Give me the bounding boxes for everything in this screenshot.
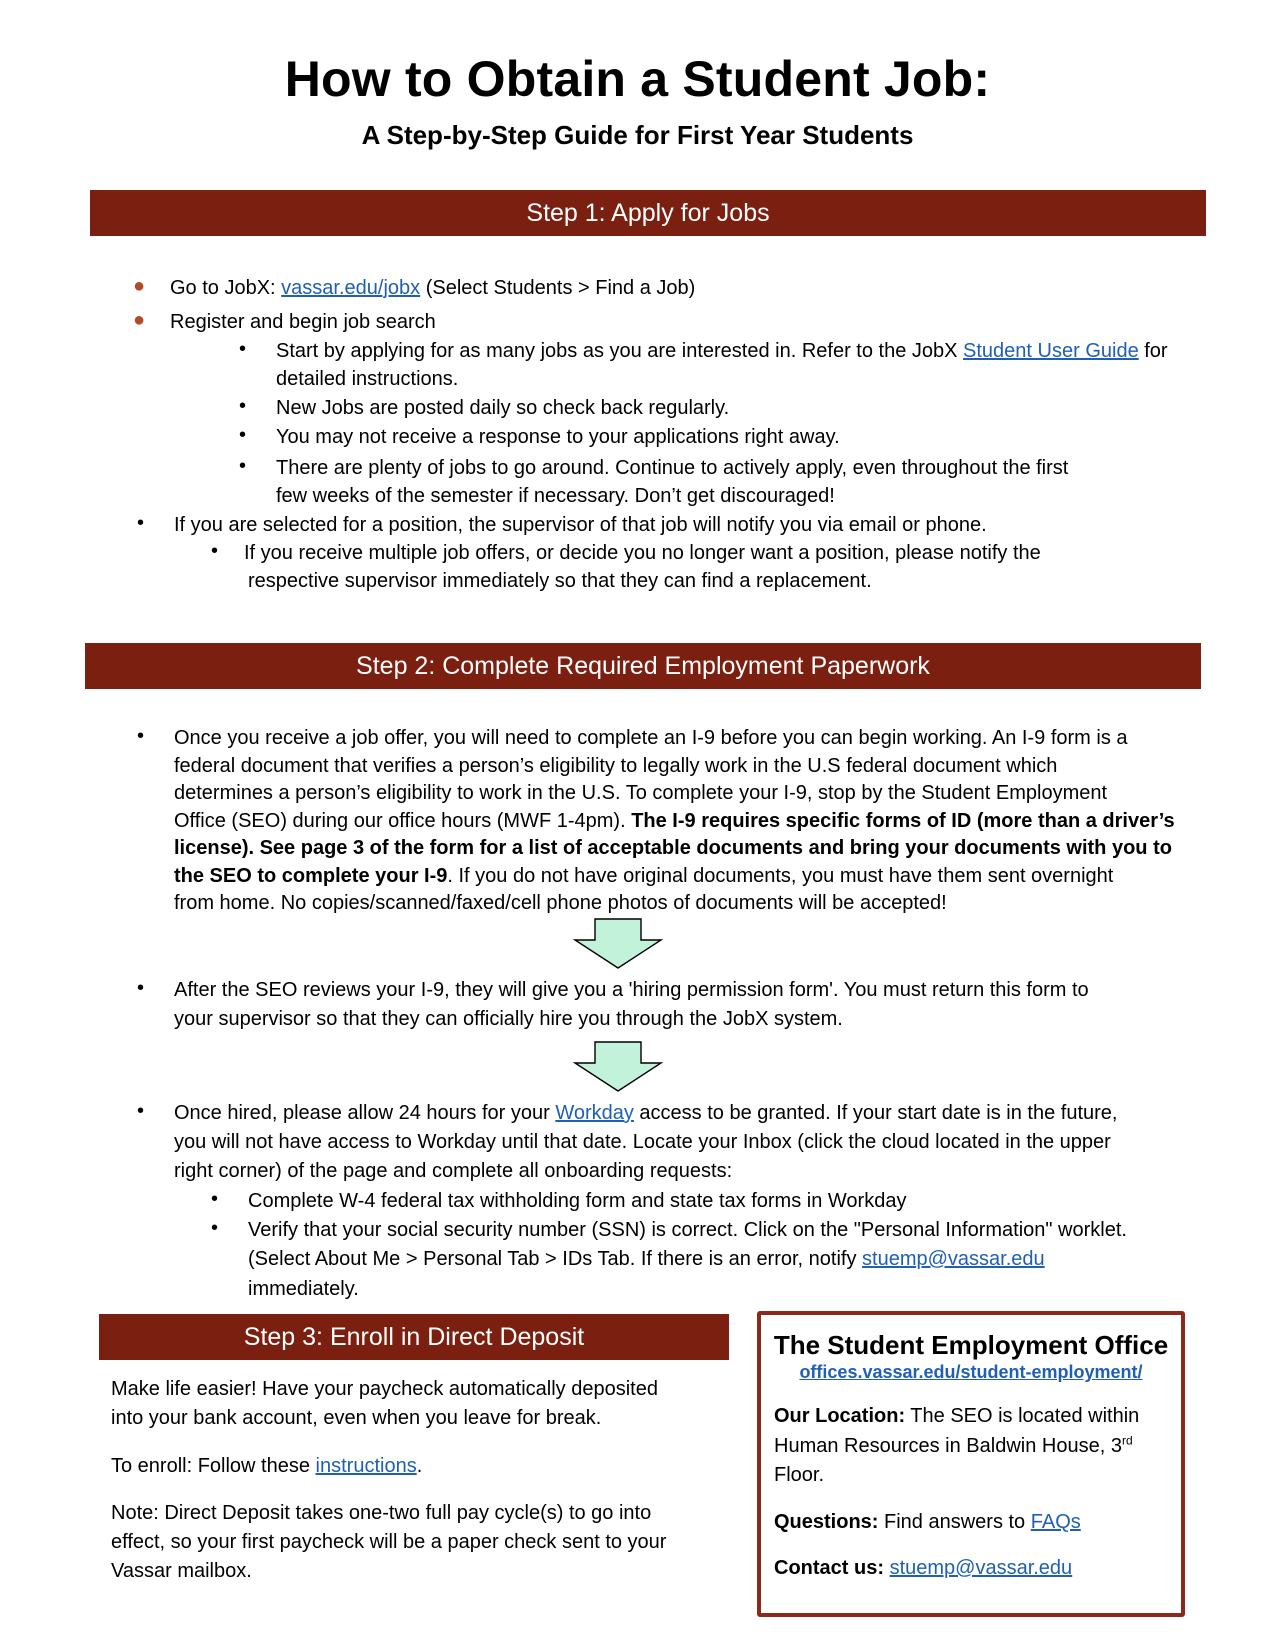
faqs-link[interactable]: FAQs [1030, 1511, 1081, 1533]
step2-w4-item: Complete W-4 federal tax withholding form and state tax forms in Workday [248, 1190, 907, 1212]
step2-p3-line3: right corner) of the page and complete all onboarding requests: [174, 1160, 733, 1182]
seo-location-line1: Our Location: The SEO is located within [774, 1405, 1140, 1427]
bullet-icon: • [239, 424, 247, 446]
step2-p3-line2: you will not have access to Workday until that date. Locate your Inbox (click the cloud located in the upper [174, 1131, 1111, 1153]
down-arrow-icon [573, 1041, 663, 1093]
jobx-link[interactable]: vassar.edu/jobx [281, 277, 421, 299]
step3-p1-line1: Make life easier! Have your paycheck automatically deposited [111, 1378, 658, 1400]
step1-heading: Step 1: Apply for Jobs [526, 199, 770, 227]
page-title: How to Obtain a Student Job: [284, 51, 991, 107]
seo-contact-line: Contact us: stuemp@vassar.edu [774, 1557, 1073, 1579]
step2-ssn-line3: immediately. [248, 1278, 359, 1300]
bullet-icon: ● [133, 275, 146, 297]
seo-questions-line: Questions: Find answers to FAQs [774, 1511, 1081, 1533]
step2-p1-line2: federal document that verifies a person’s eligibility to legally work in the U.S federal document which [174, 755, 1058, 777]
bullet-icon: ● [133, 309, 146, 331]
step2-p3-line1: Once hired, please allow 24 hours for your Workday access to be granted. If your start date is in the future, [174, 1102, 1118, 1124]
bullet-icon: • [239, 338, 247, 360]
step2-ssn-line1: Verify that your social security number (SSN) is correct. Click on the "Personal Information" worklet. [248, 1219, 1127, 1241]
seo-box-title: The Student Employment Office [773, 1330, 1169, 1360]
workday-link[interactable]: Workday [555, 1102, 634, 1124]
bullet-icon: • [239, 395, 247, 417]
step1-sub4-line1: There are plenty of jobs to go around. Continue to actively apply, even throughout the first [276, 457, 1069, 479]
step2-heading: Step 2: Complete Required Employment Paperwork [356, 652, 930, 680]
step3-heading: Step 3: Enroll in Direct Deposit [243, 1323, 585, 1351]
instructions-link[interactable]: instructions [315, 1455, 417, 1477]
step1-goto-item: Go to JobX: vassar.edu/jobx (Select Students > Find a Job) [170, 277, 696, 299]
step1-sub1-line2: detailed instructions. [276, 368, 459, 390]
bullet-icon: • [137, 1100, 145, 1122]
stuemp-email-link[interactable]: stuemp@vassar.edu [862, 1248, 1045, 1270]
bullet-icon: • [211, 540, 219, 562]
bullet-icon: • [137, 725, 145, 747]
bullet-icon: • [211, 1217, 219, 1239]
step1-selected-item: If you are selected for a position, the supervisor of that job will notify you via email or phone. [174, 514, 987, 536]
seo-location-line3: Floor. [774, 1464, 825, 1486]
step1-multiple-line1: If you receive multiple job offers, or decide you no longer want a position, please notify the [244, 542, 1041, 564]
bullet-icon: • [137, 512, 145, 534]
step3-heading-bar [99, 1314, 729, 1360]
step1-sub1-line1: Start by applying for as many jobs as you are interested in. Refer to the JobX Student User Guide for [276, 340, 1168, 362]
step2-p1-line6: the SEO to complete your I-9. If you do not have original documents, you must have them sent overnight [174, 865, 1114, 887]
step3-note-line3: Vassar mailbox. [111, 1560, 252, 1582]
page-subtitle: A Step-by-Step Guide for First Year Students [361, 120, 914, 150]
step2-p2-line2: your supervisor so that they can officially hire you through the JobX system. [174, 1008, 843, 1030]
step2-p1-line7: from home. No copies/scanned/faxed/cell phone photos of documents will be accepted! [174, 892, 947, 914]
student-user-guide-link[interactable]: Student User Guide [963, 340, 1139, 362]
step2-p1-line4: Office (SEO) during our office hours (MWF 1-4pm). The I-9 requires specific forms of ID (more than a driver’s [174, 810, 1175, 832]
step1-sub2: New Jobs are posted daily so check back regularly. [276, 397, 730, 419]
step2-p1-line1: Once you receive a job offer, you will need to complete an I-9 before you can begin working. An I-9 form is a [174, 727, 1128, 749]
step1-sub4-line2: few weeks of the semester if necessary. Don’t get discouraged! [276, 485, 835, 507]
seo-url-row [757, 1362, 1185, 1383]
down-arrow-icon [573, 918, 663, 970]
step2-heading-bar [85, 643, 1201, 689]
seo-location-line2: Human Resources in Baldwin House, 3rd [774, 1433, 1133, 1457]
contact-email-link[interactable]: stuemp@vassar.edu [889, 1557, 1073, 1579]
step2-p1-line3: determines a person’s eligibility to work in the U.S. To complete your I-9, stop by the Student Employment [174, 782, 1108, 804]
step1-register-item: Register and begin job search [170, 311, 436, 333]
seo-website-link[interactable]: offices.vassar.edu/student-employment/ [799, 1362, 1143, 1382]
bullet-icon: • [211, 1188, 219, 1210]
step1-sub3: You may not receive a response to your applications right away. [276, 426, 840, 448]
step1-multiple-line2: respective supervisor immediately so that they can find a replacement. [248, 570, 872, 592]
step2-p2-line1: After the SEO reviews your I-9, they will give you a 'hiring permission form'. You must return this form to [174, 979, 1089, 1001]
step2-p1-line5: license). See page 3 of the form for a list of acceptable documents and bring your documents with you to [174, 837, 1172, 859]
bullet-icon: • [239, 455, 247, 477]
step3-enroll-line: To enroll: Follow these instructions. [111, 1455, 423, 1477]
step3-note-line2: effect, so your first paycheck will be a paper check sent to your [111, 1531, 667, 1553]
step1-heading-bar [90, 190, 1206, 236]
step2-ssn-line2: (Select About Me > Personal Tab > IDs Tab. If there is an error, notify stuemp@vassar.edu [248, 1248, 1045, 1270]
step3-note-line1: Note: Direct Deposit takes one-two full pay cycle(s) to go into [111, 1502, 652, 1524]
step3-p1-line2: into your bank account, even when you leave for break. [111, 1407, 602, 1429]
bullet-icon: • [137, 977, 145, 999]
